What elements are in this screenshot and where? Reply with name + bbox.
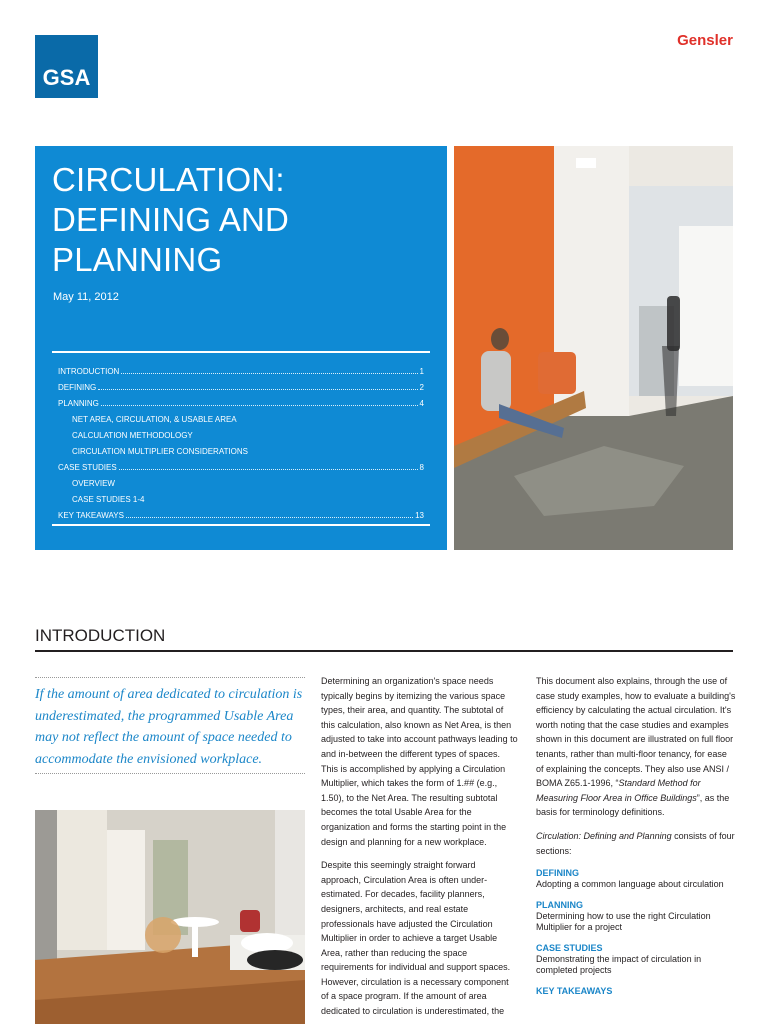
toc-leader-dots [101,396,418,406]
section-key-takeaways-title: KEY TAKEAWAYS [536,986,613,997]
gsa-logo [35,35,98,98]
toc-rule-top [52,351,430,353]
toc-leader-dots [98,380,417,390]
toc-entry[interactable] [58,412,424,428]
table-of-contents [58,364,424,524]
toc-entry-label: NET AREA, CIRCULATION, & USABLE AREA [72,415,237,424]
section-planning-desc: Determining how to use the right Circulation Multiplier for a project [536,911,711,933]
intro-paragraph-1: Determining an organization's space needs typically begins by itemizing the various space types, their area, and quantity. The subtotal of this calculation, also known as Net Area, is then adjusted to take into account pathways leading to and in-between the different types of spaces. This is accomplished by applying a Circulation Multiplier, which takes the form of 1.## (e.g., 1.50), to the Net Area. The resulting subtotal becomes the total Usable Area for the organization and forms the starting point in the design and planning for a new workplace. [321,676,518,847]
toc-entry[interactable] [58,492,424,508]
toc-leader-dots [121,364,417,374]
document-date: May 11, 2012 [53,291,119,303]
toc-entry-page: 1 [419,367,424,376]
pullquote-rule-top [35,677,305,678]
toc-entry-label: INTRODUCTION [58,367,120,376]
title-line-2: DEFINING AND [52,201,290,238]
section-planning-title: PLANNING [536,900,583,911]
toc-entry[interactable] [58,396,424,412]
toc-entry-label: CASE STUDIES [58,463,117,472]
section-case-studies-title: CASE STUDIES [536,943,603,954]
intro-paragraph-3-a: This document also explains, through the use of case study examples, how to evaluate a building's efficiency by calculating the actual circulation. It's worth noting that the case studies and examples shown in this document are illustrated on full floor tenants, rather than multi-floor tenancy, for ease of explaining the concepts. They also use ANSI / BOMA Z65.1-1996, “ [536,676,736,789]
toc-entry[interactable] [58,444,424,460]
gensler-logo: Gensler [677,32,733,49]
toc-entry-page: 4 [419,399,424,408]
toc-entry-page: 2 [419,383,424,392]
document-title-reference: Circulation: Defining and Planning [536,830,672,841]
toc-entry-page: 8 [419,463,424,472]
toc-entry-label: KEY TAKEAWAYS [58,511,124,520]
intro-paragraph-3 [536,674,736,820]
intro-paragraph-4 [536,829,736,858]
toc-entry-label: CIRCULATION MULTIPLIER CONSIDERATIONS [72,447,249,456]
toc-entry-label: CASE STUDIES 1-4 [72,495,145,504]
toc-entry[interactable] [58,428,424,444]
hallway-photo-illustration [454,146,733,550]
title-line-3: PLANNING [52,241,223,278]
title-line-1: CIRCULATION: [52,161,285,198]
toc-rule-bottom [52,524,430,526]
toc-leader-dots [119,460,418,470]
intro-column-right [536,674,736,997]
toc-entry[interactable] [58,476,424,492]
pullquote-rule-bottom [35,773,305,774]
document-title [52,160,432,280]
toc-entry-label: OVERVIEW [72,479,115,488]
intro-paragraph-4-b: consists of four sections: [536,830,735,856]
toc-entry-label: DEFINING [58,383,97,392]
toc-entry-label: PLANNING [58,399,99,408]
cover-panel [35,146,447,550]
toc-entry[interactable] [58,460,424,476]
toc-entry[interactable] [58,364,424,380]
pullquote: If the amount of area dedicated to circulation is underestimated, the programmed Usable Area may not reflect the amount of space needed to accommodate the envisioned workplace. [35,687,303,767]
toc-entry-page: 13 [415,511,424,520]
intro-paragraph-3-b: ”, as the basis for terminology definitions. [536,792,730,818]
toc-entry[interactable] [58,380,424,396]
lounge-photo [35,810,305,1024]
introduction-heading: INTRODUCTION [35,626,166,645]
section-defining-desc: Adopting a common language about circulation [536,879,724,890]
boma-standard-title: Standard Method for Measuring Floor Area in Office Buildings [536,778,701,803]
section-defining-title: DEFINING [536,868,580,879]
introduction-rule [35,650,733,652]
intro-column-middle [321,674,518,1024]
hallway-photo [454,146,733,550]
toc-entry[interactable] [58,508,424,524]
toc-leader-dots [126,508,413,518]
lounge-photo-illustration [35,810,305,1024]
section-case-studies-desc: Demonstrating the impact of circulation in completed projects [536,954,702,976]
toc-entry-label: CALCULATION METHODOLOGY [72,431,193,440]
gsa-logo-text: GSA [42,64,91,90]
intro-paragraph-2: Despite this seemingly straight forward approach, Circulation Area is often under-estimated. For decades, facility planners, designers, architects, and real estate professionals have adjusted the Circulation Multiplier in order to achieve a target Usable Area, rather than reducing the space requirements for individual and support spaces. However, circulation is a necessary component of a space program. If the amount of area dedicated to circulation is underestimated, the [321,860,511,1017]
